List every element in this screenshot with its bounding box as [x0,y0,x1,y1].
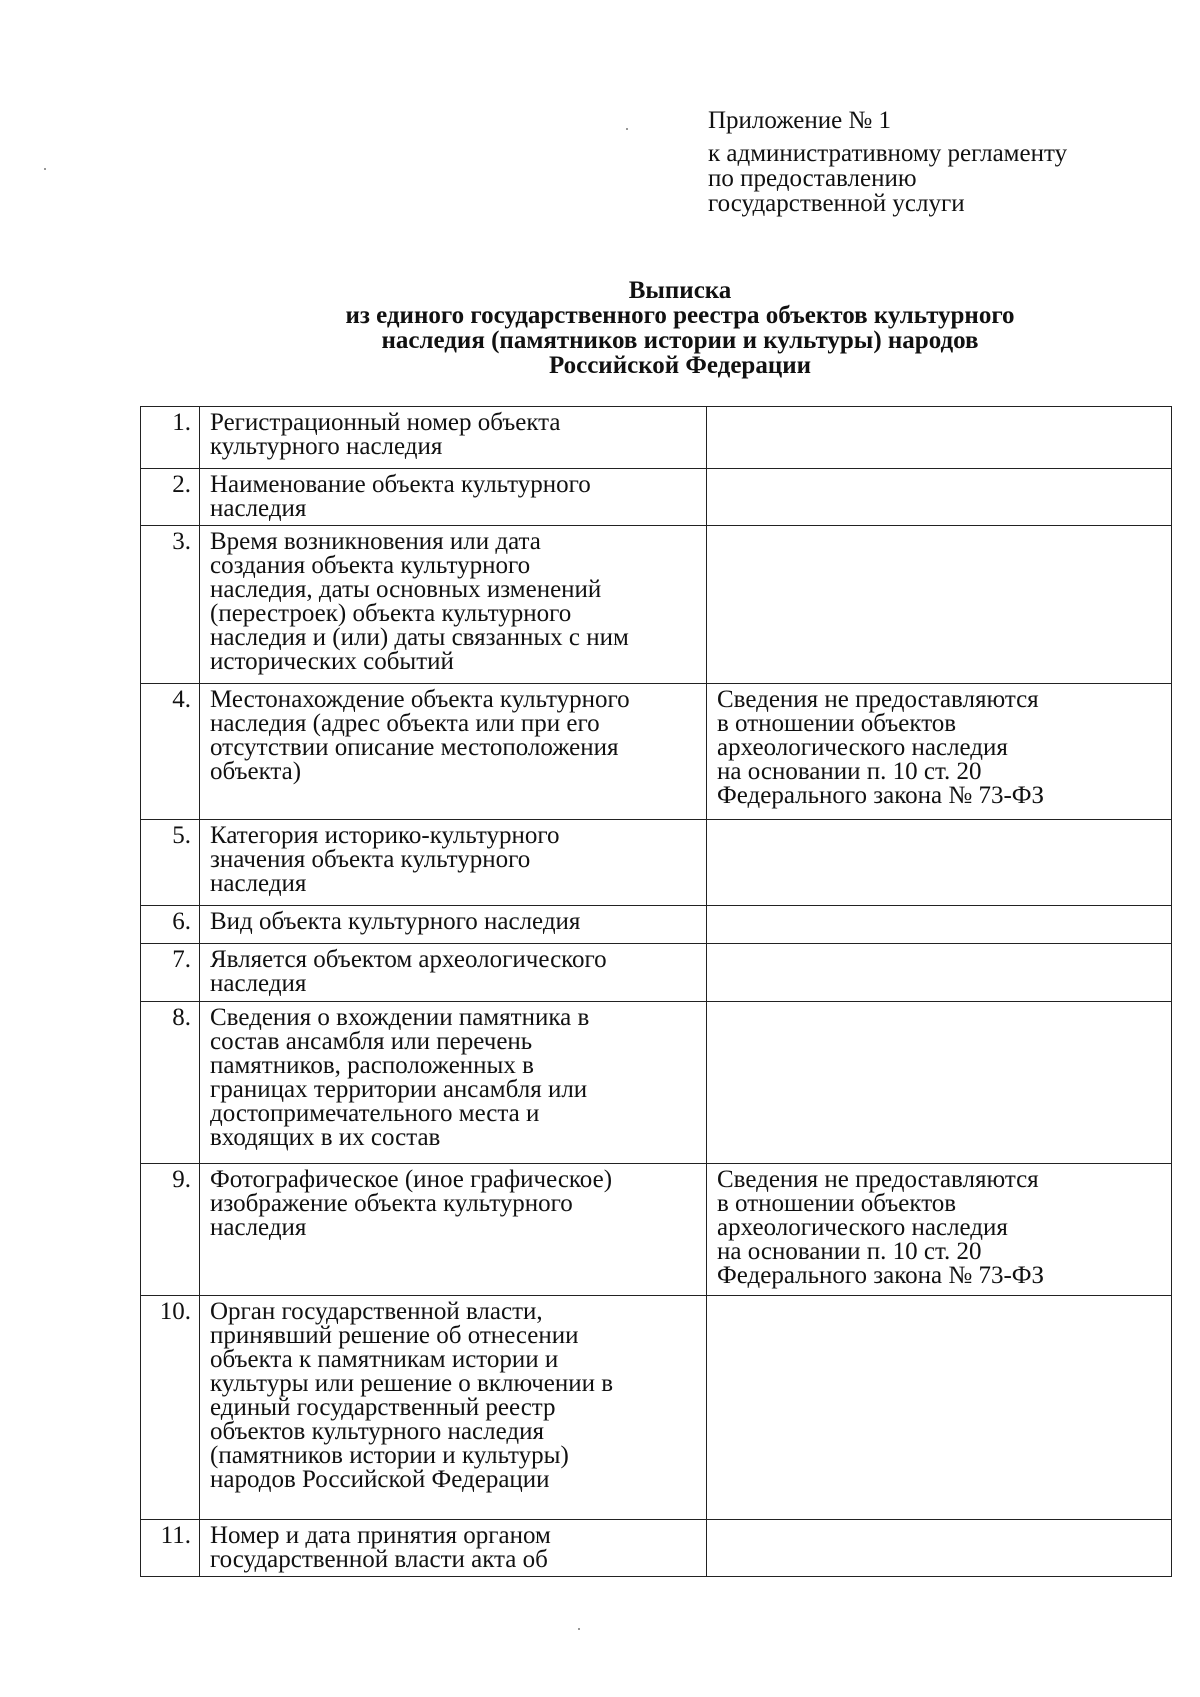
row-value [707,469,1172,526]
row-value [707,1002,1172,1164]
label-line: (памятников истории и культуры) [210,1442,569,1469]
title-line: из единого государственного реестра объектов культурного [345,302,1015,329]
label-line: Фотографическое (иное графическое) [210,1166,613,1193]
appendix-number: Приложение № 1 [708,107,892,134]
table-row [141,469,1172,526]
label-line: государственной власти акта об [210,1546,548,1573]
label-line: значения объекта культурного [210,846,531,873]
row-label [200,407,707,469]
label-line: отсутствии описание местоположения [210,734,619,761]
row-label [200,944,707,1002]
table-row [141,407,1172,469]
label-line: культурного наследия [210,433,443,460]
table-row [141,684,1172,820]
value-line: в отношении объектов [717,1190,957,1217]
row-number: 9. [141,1164,200,1296]
row-label [200,526,707,684]
scan-speck [626,128,628,130]
row-label [200,1520,707,1577]
row-number: 11. [141,1520,200,1577]
label-line: Номер и дата принятия органом [210,1522,551,1549]
value-line: археологического наследия [717,1214,1008,1241]
label-line: Регистрационный номер объекта [210,409,561,436]
title-line: Выписка [628,277,732,304]
row-value [707,684,1172,820]
label-line: Время возникновения или дата [210,528,541,555]
label-line: входящих в их состав [210,1124,441,1151]
row-number: 10. [141,1296,200,1520]
appendix-subtitle [708,141,1067,216]
registry-table [140,406,1172,1577]
label-line: достопримечательного места и [210,1100,540,1127]
title-line: Российской Федерации [548,352,812,379]
table-row [141,526,1172,684]
value-line: на основании п. 10 ст. 20 [717,1238,982,1265]
row-value [707,1296,1172,1520]
row-label [200,1296,707,1520]
row-value [707,526,1172,684]
row-number: 6. [141,906,200,944]
table-row [141,1520,1172,1577]
label-line: создания объекта культурного [210,552,531,579]
label-line: наследия, даты основных изменений [210,576,602,603]
label-line: объектов культурного наследия [210,1418,544,1445]
label-line: Категория историко-культурного [210,822,560,849]
appendix-line: к административному регламенту [708,140,1068,167]
label-line: Сведения о вхождении памятника в [210,1004,590,1031]
appendix-block [708,108,1067,216]
value-line: Федерального закона № 73-ФЗ [717,1262,1045,1289]
title-line: наследия (памятников истории и культуры) народов [381,327,979,354]
row-value [707,1164,1172,1296]
table-row [141,1002,1172,1164]
label-line: наследия [210,970,307,997]
label-line: культуры или решение о включении в [210,1370,614,1397]
row-value [707,407,1172,469]
value-line: Федерального закона № 73-ФЗ [717,782,1045,809]
row-label [200,1002,707,1164]
row-number: 4. [141,684,200,820]
value-line: на основании п. 10 ст. 20 [717,758,982,785]
row-number: 8. [141,1002,200,1164]
label-line: наследия (адрес объекта или при его [210,710,600,737]
scan-speck [578,1628,580,1630]
row-value [707,906,1172,944]
label-line: принявший решение об отнесении [210,1322,579,1349]
label-line: Вид объекта культурного наследия [210,908,581,935]
label-line: Местонахождение объекта культурного [210,686,630,713]
row-number: 7. [141,944,200,1002]
value-line: Сведения не предоставляются [717,1166,1039,1193]
appendix-line: государственной услуги [708,190,965,217]
label-line: (перестроек) объекта культурного [210,600,572,627]
row-label [200,906,707,944]
row-label [200,469,707,526]
row-value [707,1520,1172,1577]
row-number: 1. [141,407,200,469]
row-value [707,820,1172,906]
row-number: 2. [141,469,200,526]
row-number: 3. [141,526,200,684]
label-line: единый государственный реестр [210,1394,556,1421]
appendix-line: по предоставлению [708,165,917,192]
label-line: Наименование объекта культурного [210,471,591,498]
value-line: археологического наследия [717,734,1008,761]
table-row [141,1164,1172,1296]
table-row [141,906,1172,944]
label-line: изображение объекта культурного [210,1190,573,1217]
document-title [280,278,1080,378]
label-line: объекта) [210,758,302,785]
row-label [200,684,707,820]
row-number: 5. [141,820,200,906]
table-row [141,820,1172,906]
label-line: наследия [210,870,307,897]
value-line: в отношении объектов [717,710,957,737]
label-line: наследия и (или) даты связанных с ним [210,624,629,651]
label-line: состав ансамбля или перечень [210,1028,533,1055]
scan-speck [44,168,46,170]
label-line: народов Российской Федерации [210,1466,550,1493]
row-label [200,820,707,906]
label-line: Орган государственной власти, [210,1298,543,1325]
row-label [200,1164,707,1296]
label-line: Является объектом археологического [210,946,607,973]
row-value [707,944,1172,1002]
table-row [141,944,1172,1002]
label-line: наследия [210,1214,307,1241]
label-line: исторических событий [210,648,454,675]
label-line: объекта к памятникам истории и [210,1346,559,1373]
label-line: наследия [210,495,307,522]
table-row [141,1296,1172,1520]
value-line: Сведения не предоставляются [717,686,1039,713]
label-line: границах территории ансамбля или [210,1076,588,1103]
label-line: памятников, расположенных в [210,1052,534,1079]
